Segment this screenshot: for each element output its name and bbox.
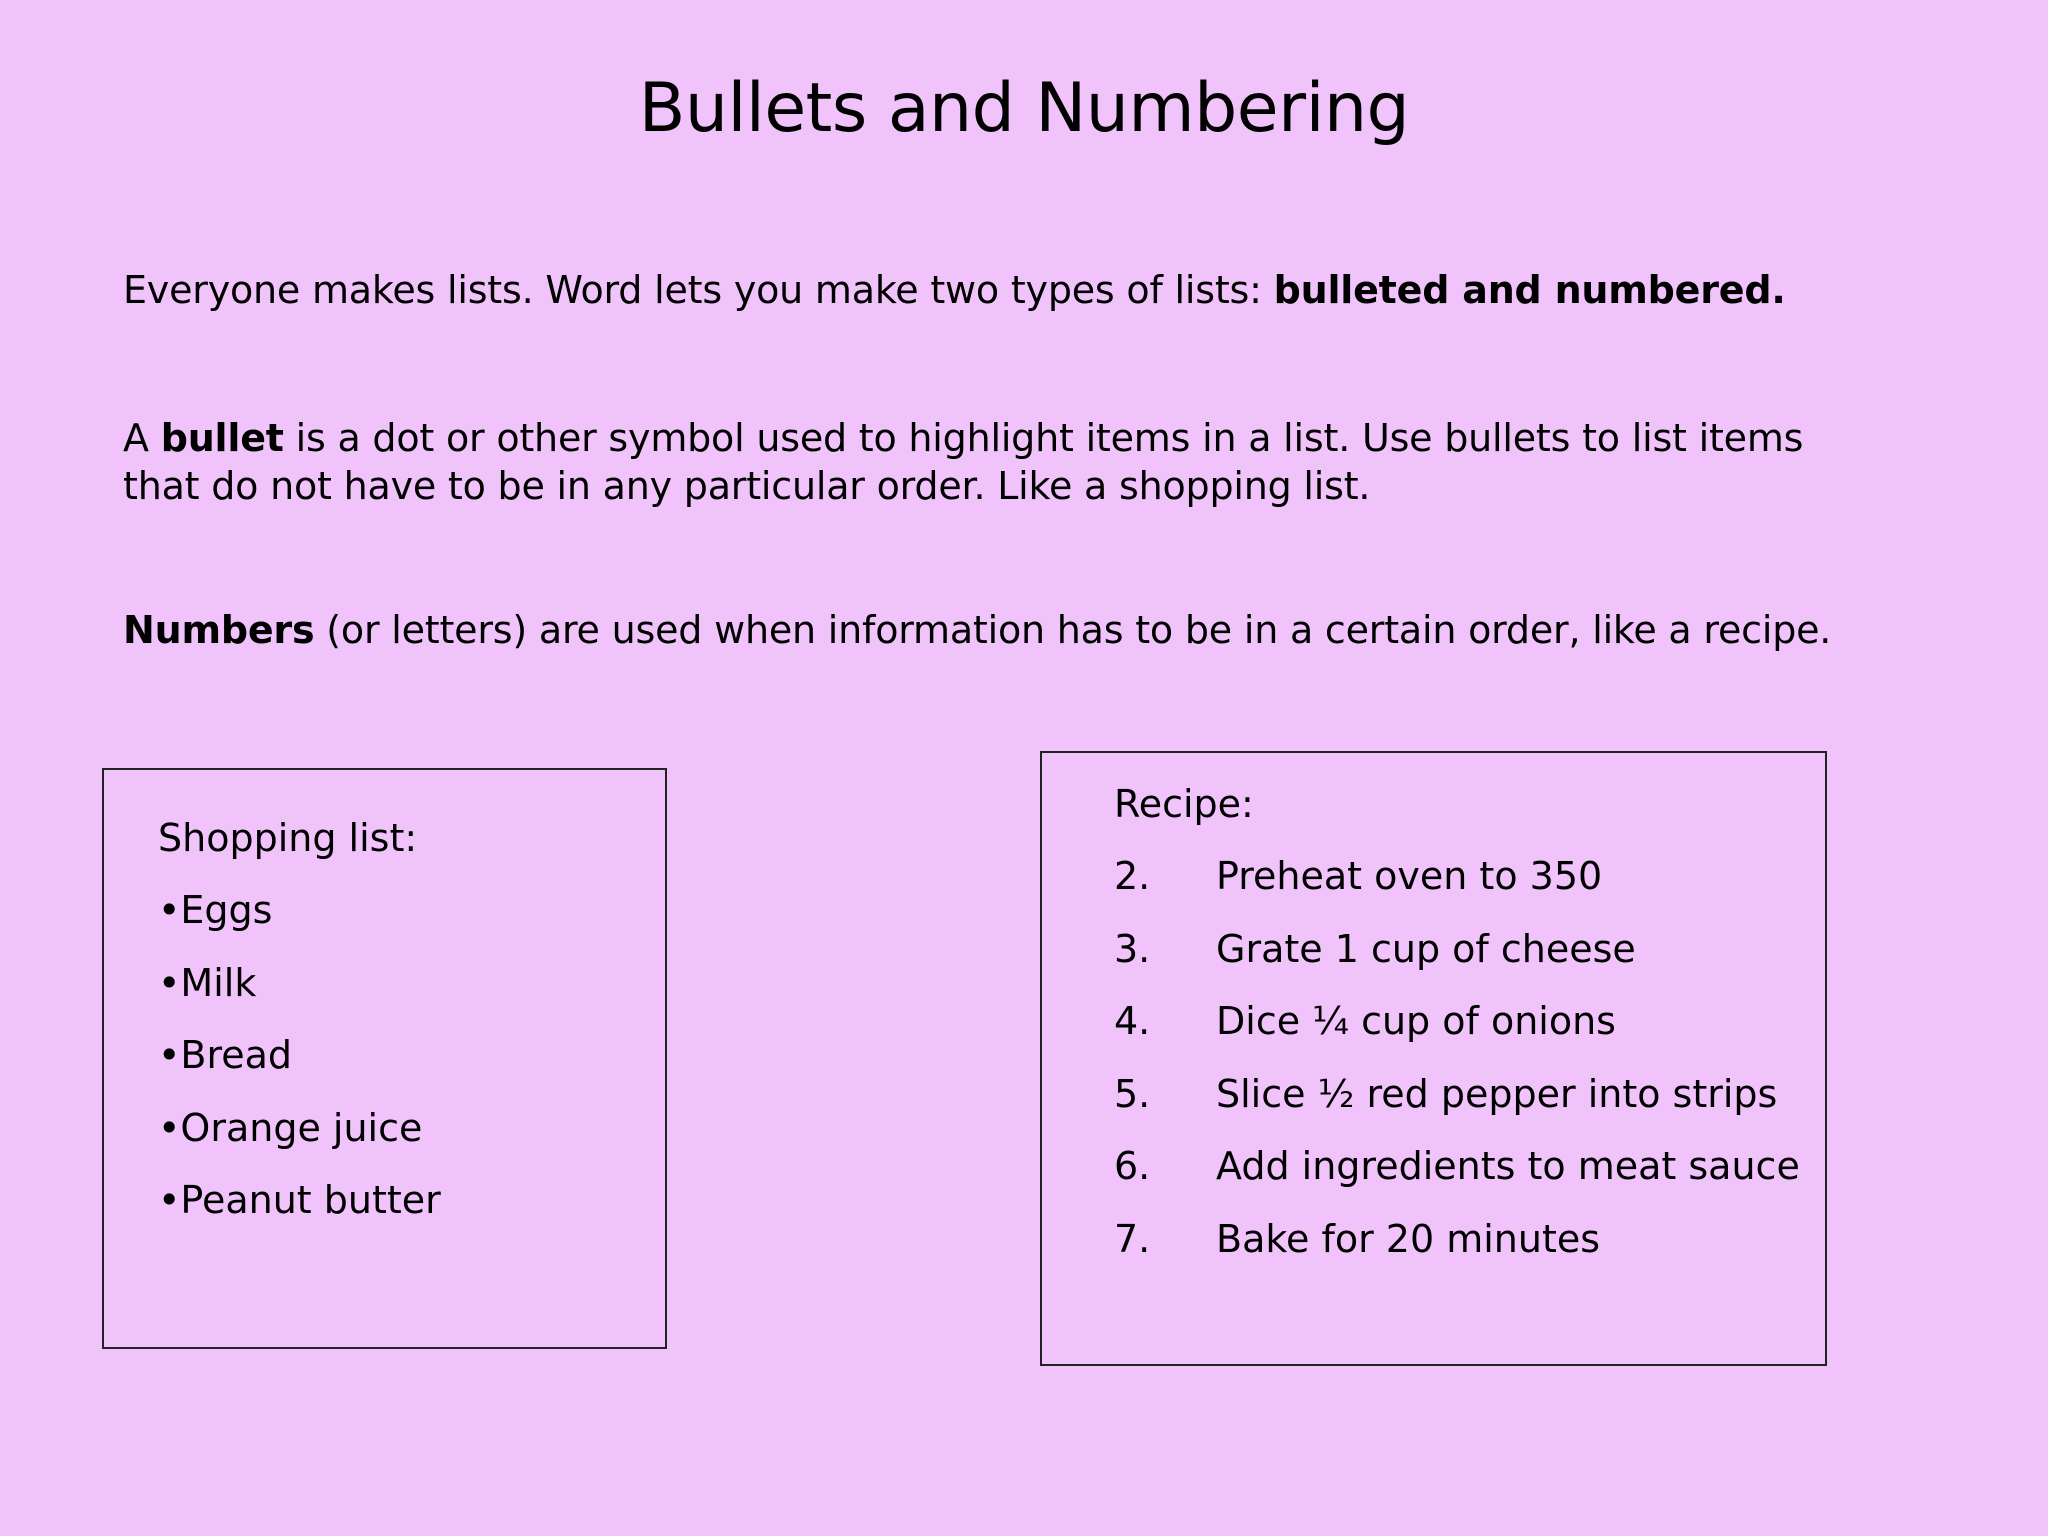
recipe-step-text: Preheat oven to 350: [1216, 854, 1603, 898]
recipe-step-text: Slice ½ red pepper into strips: [1216, 1071, 1778, 1116]
recipe-step-text: Grate 1 cup of cheese: [1216, 926, 1636, 971]
intro-paragraph: [123, 266, 1883, 314]
recipe-step-number: 5.: [1114, 1071, 1151, 1116]
shopping-item: •Milk: [158, 960, 257, 1005]
shopping-item: •Bread: [158, 1033, 293, 1077]
bullet-term: bullet: [160, 416, 284, 460]
recipe-step-text: Add ingredients to meat sauce: [1216, 1144, 1800, 1188]
slide-title: Bullets and Numbering: [638, 69, 1410, 148]
recipe-step-number: 7.: [1114, 1216, 1151, 1261]
numbers-term: Numbers: [123, 608, 315, 652]
numbers-paragraph: [123, 606, 1883, 654]
bullet-paragraph: [123, 414, 1883, 510]
recipe-step: [1114, 925, 1800, 998]
intro-text: Everyone makes lists. Word lets you make two types of lists:: [123, 268, 1274, 312]
intro-bold-text: bulleted and numbered.: [1273, 268, 1786, 312]
shopping-list: [158, 886, 441, 1249]
recipe-step-number: 2.: [1114, 854, 1151, 898]
shopping-item: •Peanut butter: [158, 1178, 441, 1222]
recipe-step-number: 6.: [1114, 1144, 1151, 1188]
bullet-para-text: is a dot or other symbol used to highlight items in a list. Use bullets to list items that do not have to be in any particular order. Like a shopping list.: [123, 416, 1804, 508]
recipe-step: [1114, 1142, 1800, 1215]
recipe-step: [1114, 1070, 1800, 1143]
shopping-item: •Eggs: [158, 888, 273, 932]
recipe-heading: Recipe:: [1114, 782, 1254, 826]
shopping-item: •Orange juice: [158, 1105, 423, 1150]
recipe-step: [1114, 1215, 1800, 1288]
recipe-step-number: 3.: [1114, 926, 1151, 971]
recipe-box: [1040, 751, 1827, 1366]
recipe-step-text: Bake for 20 minutes: [1216, 1216, 1601, 1261]
recipe-step-number: 4.: [1114, 999, 1151, 1043]
recipe-list: [1114, 852, 1800, 1287]
shopping-list-box: [102, 768, 667, 1349]
bullet-para-lead: A: [123, 416, 161, 460]
recipe-step: [1114, 997, 1800, 1070]
recipe-step: [1114, 852, 1800, 925]
shopping-list-heading: Shopping list:: [158, 816, 418, 860]
numbers-para-text: (or letters) are used when information has to be in a certain order, like a recipe.: [314, 608, 1832, 652]
recipe-step-text: Dice ¼ cup of onions: [1216, 999, 1616, 1043]
